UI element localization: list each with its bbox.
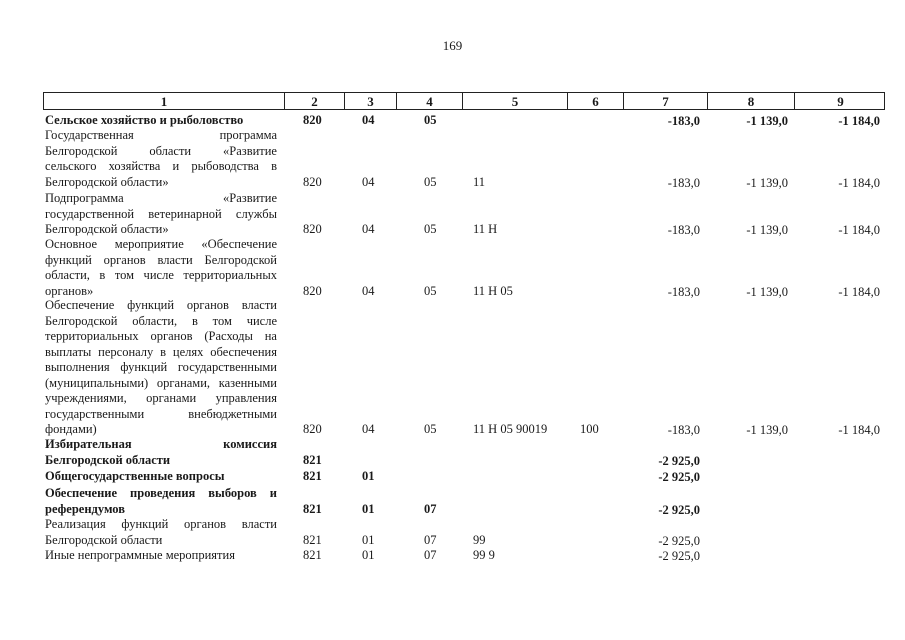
row-0-c8: -1 139,0	[746, 114, 788, 128]
header-cell-1: 1	[160, 94, 168, 109]
row-3-c9: -1 184,0	[838, 284, 880, 299]
row-3-c5: 11 Н 05	[473, 283, 513, 298]
row-4-text-line: фондами)	[45, 422, 97, 436]
row-8-text-line: Белгородской области	[45, 532, 163, 547]
row-4-c3: 04	[362, 422, 375, 436]
page-number: 169	[442, 38, 463, 53]
row-2-c5: 11 Н	[473, 222, 498, 236]
row-7-c3: 01	[362, 501, 375, 516]
row-4-text-line: выполнения функций государственными	[45, 360, 277, 374]
row-0-c9: -1 184,0	[838, 114, 880, 128]
row-4-c7: -183,0	[667, 423, 700, 437]
row-4-text-line: государственными внебюджетными	[45, 406, 277, 421]
row-8-c5: 99	[473, 532, 486, 547]
row-4-c6: 100	[580, 422, 599, 436]
row-0-c4: 05	[424, 113, 437, 127]
row-1-text-line: сельского хозяйства и рыбоводства в	[45, 159, 277, 173]
row-3-text-line: Основное мероприятие «Обеспечение	[45, 237, 277, 251]
header-cell-4: 4	[396, 93, 462, 109]
row-4-text-line: Белгородской области, в том числе	[45, 313, 277, 328]
row-4-c4: 05	[424, 422, 437, 436]
row-1-text-line: Белгородской области»	[45, 174, 169, 189]
row-0-c7: -183,0	[667, 114, 700, 128]
row-1-c3: 04	[362, 174, 375, 189]
row-3-text-line: органов»	[45, 283, 94, 298]
row-9-c7: -2 925,0	[658, 549, 700, 563]
row-3-text-line: области, в том числе территориальных	[45, 268, 277, 282]
row-9-text-line: Иные непрограммные мероприятия	[45, 548, 235, 562]
row-6-text-line: Общегосударственные вопросы	[45, 469, 225, 483]
row-8-c7: -2 925,0	[658, 533, 700, 548]
row-1-c4: 05	[424, 174, 437, 189]
row-2-c9: -1 184,0	[838, 223, 880, 237]
row-3-c7: -183,0	[667, 284, 700, 299]
row-9-c2: 821	[303, 548, 322, 562]
header-cell-7: 7	[623, 93, 707, 109]
row-5-c7: -2 925,0	[658, 453, 700, 468]
header-cell-5: 5	[462, 93, 567, 109]
header-cell-3: 3	[344, 93, 396, 109]
row-6-c2: 821	[303, 469, 322, 483]
row-0-c2: 820	[303, 113, 322, 127]
row-7-c2: 821	[303, 501, 322, 516]
row-4-text-line: учреждениями, органами управления	[45, 391, 277, 405]
row-4-text-line: территориальных органов (Расходы на	[45, 329, 277, 343]
row-4-c8: -1 139,0	[746, 423, 788, 437]
row-8-c2: 821	[303, 532, 322, 547]
row-6-c3: 01	[362, 469, 375, 483]
row-4-text-line: выплаты персоналу в целях обеспечения	[45, 344, 277, 359]
header-cell-9: 9	[794, 93, 886, 109]
row-3-c8: -1 139,0	[746, 284, 788, 299]
row-8-c4: 07	[424, 532, 437, 547]
row-6-c7: -2 925,0	[658, 470, 700, 484]
row-8-c3: 01	[362, 532, 375, 547]
row-4-c5: 11 Н 05 90019	[473, 422, 548, 436]
row-9-c4: 07	[424, 548, 437, 562]
row-4-text-line: Обеспечение функций органов власти	[45, 298, 277, 312]
row-0-text-line: Сельское хозяйство и рыболовство	[45, 113, 244, 127]
row-4-text-line: (муниципальными) органами, казенными	[45, 375, 277, 390]
row-4-c9: -1 184,0	[838, 423, 880, 437]
row-3-c3: 04	[362, 283, 375, 298]
row-1-text-line: Белгородской области «Развитие	[45, 143, 277, 158]
row-2-c2: 820	[303, 222, 322, 236]
row-0-c3: 04	[362, 113, 375, 127]
row-1-c8: -1 139,0	[746, 175, 788, 190]
header-cell-2: 2	[284, 93, 344, 109]
row-2-c8: -1 139,0	[746, 223, 788, 237]
row-3-text-line: функций органов власти Белгородской	[45, 252, 277, 267]
row-7-text-line: референдумов	[45, 501, 125, 516]
row-5-c2: 821	[303, 452, 322, 467]
row-1-c5: 11	[473, 174, 486, 189]
row-1-c9: -1 184,0	[838, 175, 880, 190]
row-2-text-line: Подпрограмма «Развитие	[45, 191, 277, 205]
header-cell-8: 8	[707, 93, 794, 109]
row-1-text-line: Государственная программа	[45, 128, 277, 142]
row-7-c4: 07	[424, 501, 437, 516]
row-2-c3: 04	[362, 222, 375, 236]
row-5-text-line: Белгородской области	[45, 452, 171, 467]
row-2-text-line: Белгородской области»	[45, 222, 169, 236]
row-2-text-line: государственной ветеринарной службы	[45, 206, 277, 221]
row-9-c5: 99 9	[473, 548, 495, 562]
row-5-text-line: Избирательная комиссия	[45, 437, 277, 451]
table-header	[43, 92, 885, 110]
row-7-text-line: Обеспечение проведения выборов и	[45, 486, 277, 500]
row-2-c7: -183,0	[667, 223, 700, 237]
row-2-c4: 05	[424, 222, 437, 236]
row-7-c7: -2 925,0	[658, 502, 700, 517]
row-4-c2: 820	[303, 422, 322, 436]
row-1-c2: 820	[303, 174, 322, 189]
header-cell-6: 6	[567, 93, 623, 109]
row-3-c4: 05	[424, 283, 437, 298]
row-3-c2: 820	[303, 283, 322, 298]
row-8-text-line: Реализация функций органов власти	[45, 517, 277, 531]
row-1-c7: -183,0	[667, 175, 700, 190]
row-9-c3: 01	[362, 548, 375, 562]
